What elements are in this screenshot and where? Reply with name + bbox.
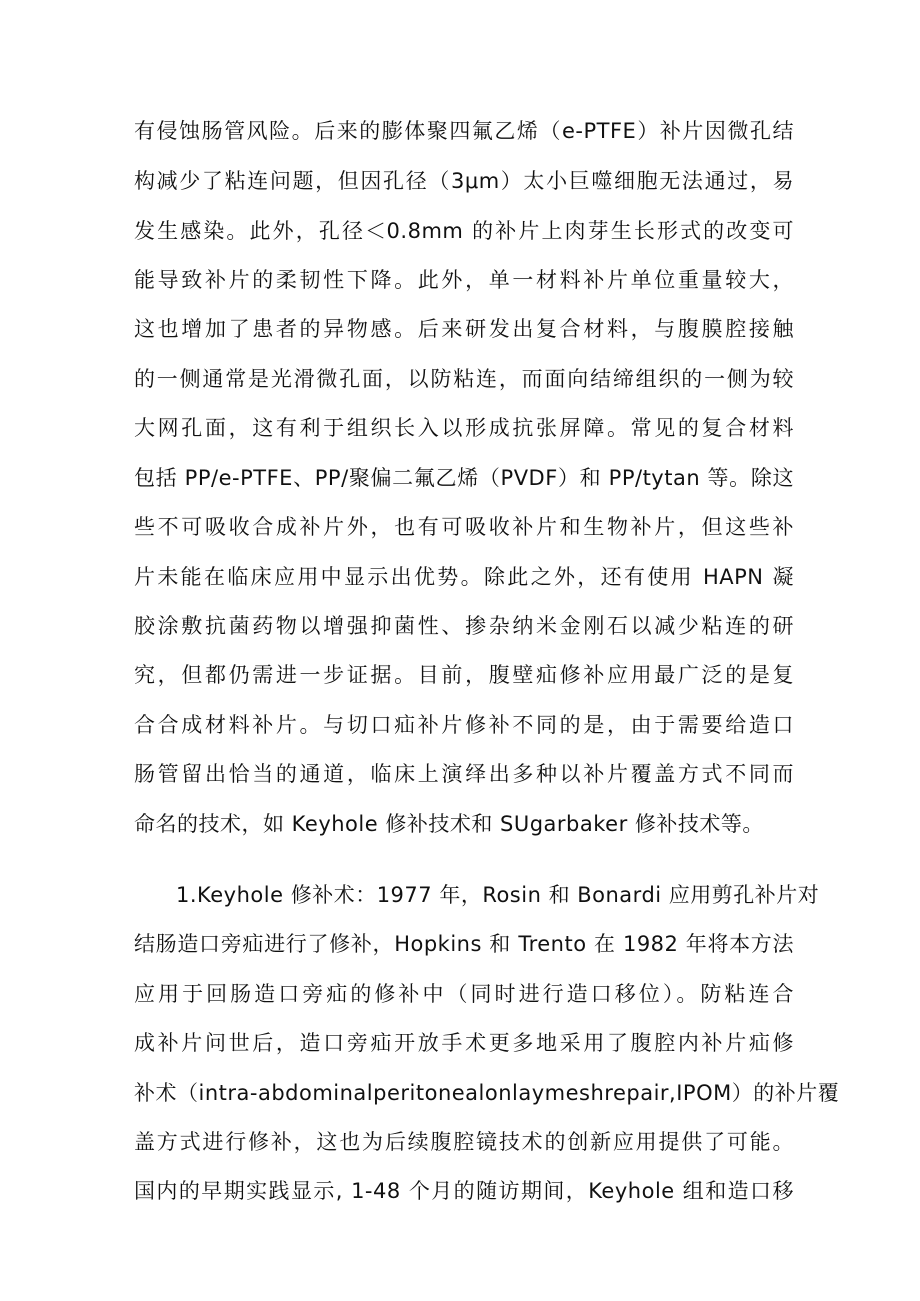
text-line: 究，但都仍需进一步证据。目前，腹壁疝修补应用最广泛的是复	[134, 663, 794, 687]
text-line: 肠管留出恰当的通道，临床上演绎出多种以补片覆盖方式不同而	[134, 762, 794, 786]
text-line: 胶涂敷抗菌药物以增强抑菌性、掺杂纳米金刚石以减少粘连的研	[134, 614, 794, 638]
text-line: 合合成材料补片。与切口疝补片修补不同的是，由于需要给造口	[134, 713, 794, 737]
text-line: 盖方式进行修补，这也为后续腹腔镜技术的创新应用提供了可能。	[134, 1130, 794, 1154]
text-line: 1.Keyhole 修补术：1977 年，Rosin 和 Bonardi 应用剪孔补片对	[176, 883, 820, 907]
text-line: 发生感染。此外，孔径＜0.8mm 的补片上肉芽生长形式的改变可	[134, 219, 794, 243]
text-line: 成补片问世后，造口旁疝开放手术更多地采用了腹腔内补片疝修	[134, 1031, 794, 1055]
text-line: 的一侧通常是光滑微孔面，以防粘连，而面向结缔组织的一侧为较	[134, 367, 794, 391]
text-line: 些不可吸收合成补片外，也有可吸收补片和生物补片，但这些补	[134, 515, 794, 539]
text-line: 片未能在临床应用中显示出优势。除此之外，还有使用 HAPN 凝	[134, 565, 794, 589]
text-line: 这也增加了患者的异物感。后来研发出复合材料，与腹膜腔接触	[134, 317, 794, 341]
text-line: 国内的早期实践显示, 1-48 个月的随访期间，Keyhole 组和造口移	[134, 1179, 794, 1203]
text-line: 命名的技术，如 Keyhole 修补技术和 SUgarbaker 修补技术等。	[134, 812, 764, 836]
text-line: 构减少了粘连问题，但因孔径（3μm）太小巨噬细胞无法通过，易	[134, 169, 794, 193]
text-line: 应用于回肠造口旁疝的修补中（同时进行造口移位）。防粘连合	[134, 982, 794, 1006]
text-line: 结肠造口旁疝进行了修补，Hopkins 和 Trento 在 1982 年将本方法	[134, 932, 794, 956]
text-line: 有侵蚀肠管风险。后来的膨体聚四氟乙烯（e-PTFE）补片因微孔结	[134, 119, 794, 143]
text-line: 能导致补片的柔韧性下降。此外，单一材料补片单位重量较大，	[134, 268, 794, 292]
text-line: 大网孔面，这有利于组织长入以形成抗张屏障。常见的复合材料	[134, 416, 794, 440]
text-line: 补术（intra-abdominalperitonealonlaymeshrepair,IPOM）的补片覆	[134, 1081, 840, 1105]
text-line: 包括 PP/e-PTFE、PP/聚偏二氟乙烯（PVDF）和 PP/tytan 等。除这	[134, 466, 794, 490]
